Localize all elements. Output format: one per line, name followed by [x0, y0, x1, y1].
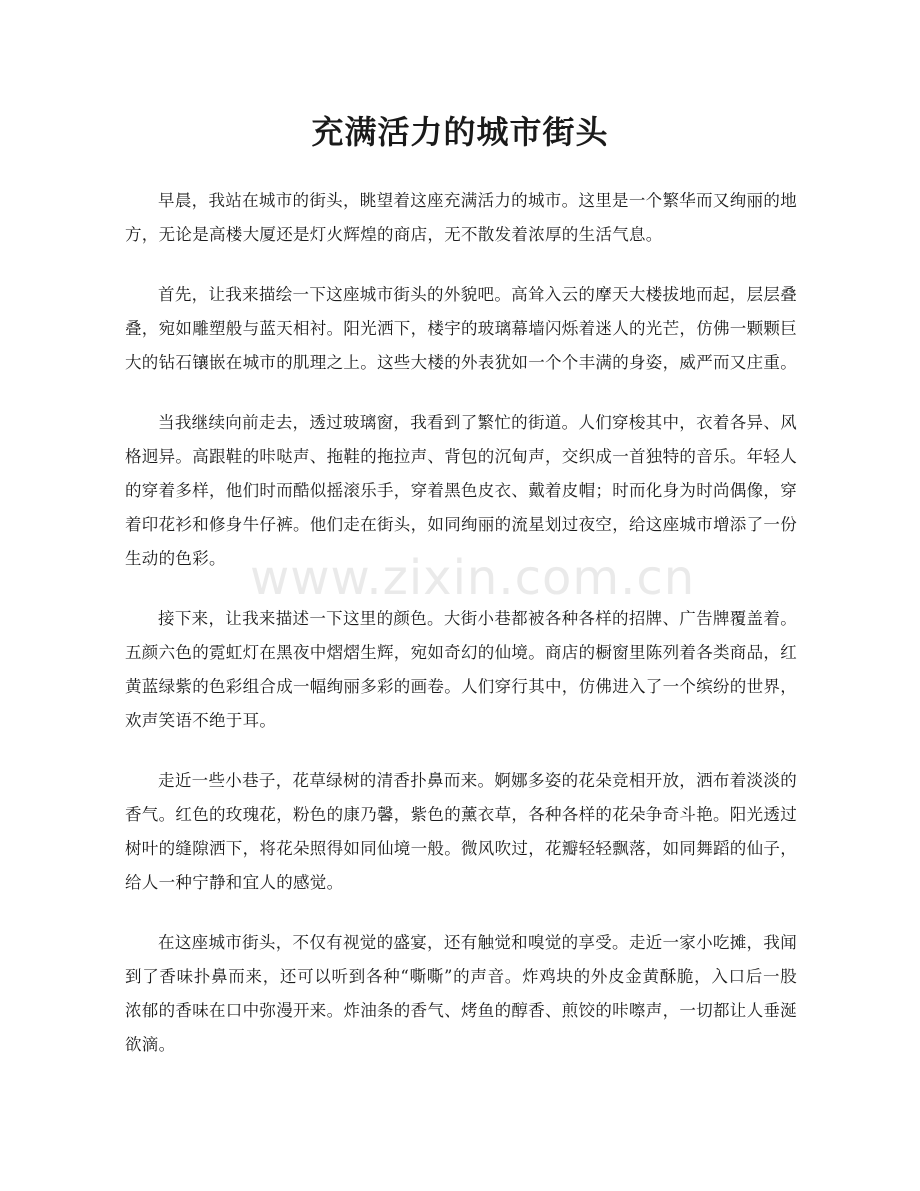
- watermark-text: www.zixin.com.cn: [250, 550, 696, 606]
- paragraph-6: 在这座城市街头，不仅有视觉的盛宴，还有触觉和嗅觉的享受。走近一家小吃摊，我闻到了香味扑鼻而来，还可以听到各种“嘶嘶”的声音。炸鸡块的外皮金黄酥脆，入口后一股浓郁的香味在口中弥漫开来。炸油条的香气、烤鱼的醇香、煎饺的咔嚓声，一切都让人垂涎欲滴。: [125, 933, 797, 1054]
- paragraph-2: 首先，让我来描绘一下这座城市街头的外貌吧。高耸入云的摩天大楼拔地而起，层层叠叠，宛如雕塑般与蓝天相衬。阳光洒下，楼宇的玻璃幕墙闪烁着迷人的光芒，仿佛一颗颗巨大的钻石镶嵌在城市的肌理之上。这些大楼的外表犹如一个个丰满的身姿，威严而又庄重。: [125, 285, 797, 372]
- paragraph-1: 早晨，我站在城市的街头，眺望着这座充满活力的城市。这里是一个繁华而又绚丽的地方，无论是高楼大厦还是灯火辉煌的商店，无不散发着浓厚的生活气息。: [125, 191, 797, 244]
- paragraph-5: 走近一些小巷子，花草绿树的清香扑鼻而来。婀娜多姿的花朵竞相开放，洒布着淡淡的香气。红色的玫瑰花，粉色的康乃馨，紫色的薰衣草，各种各样的花朵争奇斗艳。阳光透过树叶的缝隙洒下，将花朵照得如同仙境一般。微风吹过，花瓣轻轻飘落，如同舞蹈的仙子，给人一种宁静和宜人的感觉。: [125, 771, 797, 892]
- paragraph-3: 当我继续向前走去，透过玻璃窗，我看到了繁忙的街道。人们穿梭其中，衣着各异、风格迥异。高跟鞋的咔哒声、拖鞋的拖拉声、背包的沉甸声，交织成一首独特的音乐。年轻人的穿着多样，他们时而酷似摇滚乐手，穿着黑色皮衣、戴着皮帽；时而化身为时尚偶像，穿着印花衫和修身牛仔裤。他们走在街头，如同绚丽的流星划过夜空，给这座城市增添了一份生动的色彩。: [125, 413, 797, 568]
- document-title: 充满活力的城市街头: [311, 113, 609, 151]
- paragraph-4: 接下来，让我来描述一下这里的颜色。大街小巷都被各种各样的招牌、广告牌覆盖着。五颜六色的霓虹灯在黑夜中熠熠生辉，宛如奇幻的仙境。商店的橱窗里陈列着各类商品，红黄蓝绿紫的色彩组合成一幅绚丽多彩的画卷。人们穿行其中，仿佛进入了一个缤纷的世界，欢声笑语不绝于耳。: [125, 609, 797, 730]
- document-body: [125, 184, 797, 1088]
